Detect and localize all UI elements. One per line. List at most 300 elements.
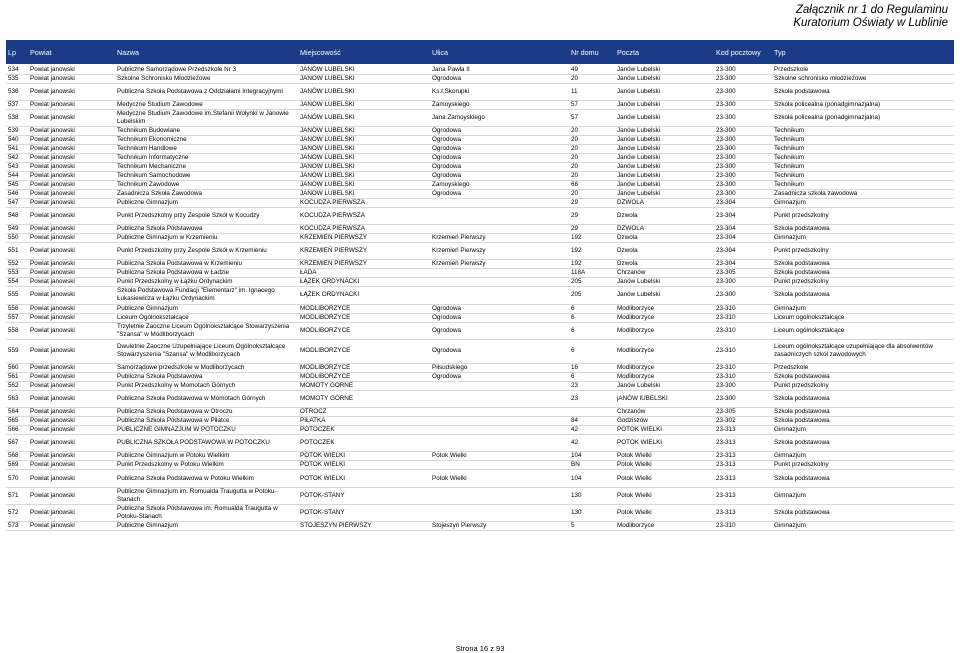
cell-powiat: Powiat janowski: [28, 101, 115, 110]
cell-miejscowosc: JANÓW LUBELSKI: [298, 136, 430, 145]
cell-lp: 550: [6, 234, 28, 243]
cell-poczta: DZWOLA: [615, 199, 714, 208]
cell-lp: 560: [6, 364, 28, 373]
cell-nazwa: Publiczne Gimnazjum: [115, 304, 298, 313]
table-row: [6, 269, 954, 278]
cell-typ: Szkoła policealna (ponadgimnazjalna): [772, 110, 954, 127]
cell-nr-domu: BN: [569, 461, 615, 470]
cell-typ: Gimnazjum: [772, 304, 954, 313]
cell-lp: 564: [6, 408, 28, 417]
table-row: [6, 190, 954, 199]
cell-typ: Szkolne schronisko młodzieżowe: [772, 75, 954, 84]
cell-powiat: Powiat janowski: [28, 127, 115, 136]
cell-miejscowosc: JANÓW LUBELSKI: [298, 190, 430, 199]
cell-lp: 539: [6, 127, 28, 136]
cell-poczta: Chrzanów: [615, 269, 714, 278]
cell-lp: 562: [6, 382, 28, 391]
cell-poczta: Potok Wielki: [615, 487, 714, 504]
cell-kod-pocztowy: 23-313: [714, 461, 772, 470]
cell-ulica: [430, 417, 569, 426]
cell-poczta: DZWOLA: [615, 225, 714, 234]
cell-typ: Zasadnicza szkoła zawodowa: [772, 190, 954, 199]
cell-lp: 566: [6, 426, 28, 435]
cell-miejscowosc: KRZEMIEŃ PIERWSZY: [298, 243, 430, 260]
cell-lp: 572: [6, 504, 28, 521]
cell-kod-pocztowy: 23-310: [714, 364, 772, 373]
cell-poczta: Janów Lubelski: [615, 287, 714, 304]
cell-ulica: [430, 225, 569, 234]
cell-ulica: Potok Wielki: [430, 470, 569, 487]
col-header-poczta: Poczta: [615, 40, 714, 64]
cell-ulica: [430, 461, 569, 470]
cell-ulica: Jana Zamoyskiego: [430, 110, 569, 127]
cell-lp: 551: [6, 243, 28, 260]
cell-ulica: [430, 435, 569, 452]
cell-nr-domu: 104: [569, 452, 615, 461]
cell-ulica: [430, 199, 569, 208]
cell-lp: 552: [6, 260, 28, 269]
cell-nazwa: Publiczna Szkoła Podstawowa w Piłatce: [115, 417, 298, 426]
cell-kod-pocztowy: 23-304: [714, 208, 772, 225]
header-institution: Kuratorium Oświaty w Lublinie: [793, 17, 948, 29]
cell-ulica: [430, 504, 569, 521]
table-row: [6, 461, 954, 470]
cell-powiat: Powiat janowski: [28, 452, 115, 461]
cell-nr-domu: 6: [569, 304, 615, 313]
cell-ulica: [430, 208, 569, 225]
cell-nazwa: Punkt Przedszkolny przy Zespole Szkół w Kocudzy: [115, 208, 298, 225]
cell-nazwa: Publiczna Szkoła Podstawowa: [115, 373, 298, 382]
cell-typ: Gimnazjum: [772, 426, 954, 435]
table-row: [6, 382, 954, 391]
cell-powiat: Powiat janowski: [28, 521, 115, 530]
table-row: [6, 391, 954, 408]
table-row: [6, 199, 954, 208]
cell-kod-pocztowy: 23-304: [714, 260, 772, 269]
cell-kod-pocztowy: 23-300: [714, 391, 772, 408]
cell-ulica: [430, 408, 569, 417]
cell-kod-pocztowy: 23-300: [714, 382, 772, 391]
cell-miejscowosc: JANÓW LUBELSKI: [298, 101, 430, 110]
cell-typ: Technikum: [772, 181, 954, 190]
cell-ulica: [430, 382, 569, 391]
table-row: [6, 234, 954, 243]
cell-lp: 554: [6, 278, 28, 287]
cell-poczta: Godziszów: [615, 417, 714, 426]
cell-kod-pocztowy: 23-313: [714, 487, 772, 504]
cell-poczta: Janów Lubelski: [615, 278, 714, 287]
table-row: [6, 163, 954, 172]
cell-miejscowosc: KOCUDZA PIERWSZA: [298, 208, 430, 225]
table-row: [6, 521, 954, 530]
cell-lp: 535: [6, 75, 28, 84]
cell-nazwa: Publiczna Szkoła Podstawowa z Oddziałami Integracyjnymi: [115, 84, 298, 101]
cell-nazwa: Zasadnicza Szkoła Zawodowa: [115, 190, 298, 199]
cell-powiat: Powiat janowski: [28, 260, 115, 269]
cell-poczta: Modliborzyce: [615, 304, 714, 313]
cell-powiat: Powiat janowski: [28, 145, 115, 154]
cell-lp: 545: [6, 181, 28, 190]
cell-ulica: Piłsudskiego: [430, 364, 569, 373]
table-row: [6, 435, 954, 452]
col-header-powiat: Powiat: [28, 40, 115, 64]
cell-kod-pocztowy: 23-310: [714, 304, 772, 313]
cell-nr-domu: 68: [569, 181, 615, 190]
cell-lp: 573: [6, 521, 28, 530]
cell-powiat: Powiat janowski: [28, 278, 115, 287]
cell-nr-domu: 192: [569, 234, 615, 243]
cell-typ: Gimnazjum: [772, 234, 954, 243]
cell-kod-pocztowy: 23-300: [714, 66, 772, 75]
cell-nr-domu: 192: [569, 243, 615, 260]
cell-nr-domu: 20: [569, 136, 615, 145]
cell-lp: 570: [6, 470, 28, 487]
cell-nazwa: Liceum Ogólnokształcące: [115, 313, 298, 322]
cell-typ: Szkoła podstawowa: [772, 391, 954, 408]
col-header-miejscowosc: Miejscowość: [298, 40, 430, 64]
cell-powiat: Powiat janowski: [28, 382, 115, 391]
table-row: [6, 278, 954, 287]
cell-lp: 568: [6, 452, 28, 461]
cell-nazwa: Technikum Zawodowe: [115, 181, 298, 190]
cell-miejscowosc: JANÓW LUBELSKI: [298, 75, 430, 84]
cell-nazwa: Publiczna Szkoła Podstawowa im. Romualda Traugutta w Potoku-Stanach: [115, 504, 298, 521]
cell-typ: Punkt przedszkolny: [772, 208, 954, 225]
cell-miejscowosc: OTROCZ: [298, 408, 430, 417]
table-row: [6, 154, 954, 163]
table-row: [6, 260, 954, 269]
cell-kod-pocztowy: 23-300: [714, 145, 772, 154]
cell-lp: 534: [6, 66, 28, 75]
cell-nazwa: Publiczne Gimnazjum: [115, 521, 298, 530]
cell-poczta: Modliborzyce: [615, 339, 714, 364]
cell-miejscowosc: KRZEMIEŃ PIERWSZY: [298, 234, 430, 243]
cell-nazwa: PUBLICZNA SZKOŁA PODSTAWOWA W POTOCZKU: [115, 435, 298, 452]
cell-nr-domu: 42: [569, 426, 615, 435]
cell-ulica: Zamoyskiego: [430, 101, 569, 110]
cell-ulica: Ogrodowa: [430, 127, 569, 136]
cell-typ: Przedszkole: [772, 364, 954, 373]
cell-poczta: Modliborzyce: [615, 364, 714, 373]
cell-ulica: Ogrodowa: [430, 313, 569, 322]
cell-nr-domu: 6: [569, 373, 615, 382]
cell-nr-domu: 23: [569, 391, 615, 408]
cell-nazwa: Publiczna Szkoła Podstawowa w Potoku Wielkim: [115, 470, 298, 487]
cell-ulica: [430, 287, 569, 304]
cell-poczta: Modliborzyce: [615, 521, 714, 530]
table-row: [6, 127, 954, 136]
table-row: [6, 426, 954, 435]
cell-powiat: Powiat janowski: [28, 234, 115, 243]
cell-typ: Szkoła podstawowa: [772, 435, 954, 452]
cell-lp: 542: [6, 154, 28, 163]
cell-nazwa: Technikum Budowlane: [115, 127, 298, 136]
table-row: [6, 110, 954, 127]
cell-lp: 548: [6, 208, 28, 225]
cell-nazwa: Publiczne Gimnazjum: [115, 199, 298, 208]
cell-lp: 571: [6, 487, 28, 504]
cell-poczta: Dzwola: [615, 234, 714, 243]
cell-nr-domu: 20: [569, 163, 615, 172]
cell-typ: Szkoła podstawowa: [772, 225, 954, 234]
cell-powiat: Powiat janowski: [28, 181, 115, 190]
cell-lp: 558: [6, 322, 28, 339]
cell-powiat: Powiat janowski: [28, 470, 115, 487]
cell-nr-domu: 20: [569, 190, 615, 199]
cell-miejscowosc: MODLIBORZYCE: [298, 322, 430, 339]
cell-typ: Technikum: [772, 145, 954, 154]
cell-nr-domu: 57: [569, 101, 615, 110]
cell-poczta: Janów Lubelski: [615, 181, 714, 190]
cell-poczta: jANÓW lUBELSKI: [615, 391, 714, 408]
cell-typ: Liceum ogólnokształcące uzupełniające dla absolwentów zasadniczych szkół zawodowych: [772, 339, 954, 364]
cell-nr-domu: 29: [569, 199, 615, 208]
cell-miejscowosc: JANÓW LUBELSKI: [298, 145, 430, 154]
cell-poczta: Janów Lubelski: [615, 101, 714, 110]
cell-nazwa: Medyczne Studium Zawodowe: [115, 101, 298, 110]
table-row: [6, 145, 954, 154]
cell-kod-pocztowy: 23-300: [714, 127, 772, 136]
cell-powiat: Powiat janowski: [28, 504, 115, 521]
cell-powiat: Powiat janowski: [28, 417, 115, 426]
cell-kod-pocztowy: 23-313: [714, 426, 772, 435]
cell-kod-pocztowy: 23-300: [714, 190, 772, 199]
cell-typ: Szkoła policealna (ponadgimnazjalna): [772, 101, 954, 110]
cell-lp: 547: [6, 199, 28, 208]
cell-nr-domu: 20: [569, 154, 615, 163]
cell-miejscowosc: POTOK WIELKI: [298, 470, 430, 487]
cell-nr-domu: 5: [569, 521, 615, 530]
cell-typ: Punkt przedszkolny: [772, 243, 954, 260]
cell-ulica: Ogrodowa: [430, 163, 569, 172]
cell-powiat: Powiat janowski: [28, 208, 115, 225]
cell-lp: 563: [6, 391, 28, 408]
cell-typ: Szkoła podstawowa: [772, 373, 954, 382]
cell-nazwa: Technikum Ekonomiczne: [115, 136, 298, 145]
cell-ulica: [430, 278, 569, 287]
cell-nazwa: Publiczna Szkoła Podstawowa: [115, 225, 298, 234]
cell-nazwa: Punkt Przedszkolny przy Zespole Szkół w Krzemieniu: [115, 243, 298, 260]
cell-miejscowosc: JANÓW LUBELSKI: [298, 163, 430, 172]
cell-ulica: Ogrodowa: [430, 154, 569, 163]
cell-nr-domu: 23: [569, 382, 615, 391]
cell-kod-pocztowy: 23-310: [714, 313, 772, 322]
cell-ulica: [430, 269, 569, 278]
cell-kod-pocztowy: 23-300: [714, 163, 772, 172]
cell-nazwa: Punkt Przedszkolny w Potoku Wielkim: [115, 461, 298, 470]
cell-kod-pocztowy: 23-305: [714, 269, 772, 278]
cell-ulica: Ogrodowa: [430, 190, 569, 199]
cell-miejscowosc: POTOK WIELKI: [298, 452, 430, 461]
cell-typ: Szkoła podstawowa: [772, 287, 954, 304]
cell-kod-pocztowy: 23-305: [714, 408, 772, 417]
cell-typ: Szkoła podstawowa: [772, 504, 954, 521]
cell-typ: Szkoła podstawowa: [772, 470, 954, 487]
cell-miejscowosc: KRZEMIEŃ PIERWSZY: [298, 260, 430, 269]
cell-typ: Technikum: [772, 172, 954, 181]
cell-nr-domu: 192: [569, 260, 615, 269]
cell-nr-domu: 6: [569, 313, 615, 322]
cell-ulica: Ogrodowa: [430, 339, 569, 364]
table-row: [6, 66, 954, 75]
cell-nazwa: Szkolne Schronisko Młodzieżowe: [115, 75, 298, 84]
cell-lp: 569: [6, 461, 28, 470]
cell-poczta: Dzwola: [615, 208, 714, 225]
cell-poczta: Chrzanów: [615, 408, 714, 417]
table-row: [6, 181, 954, 190]
cell-typ: Gimnazjum: [772, 487, 954, 504]
cell-typ: Liceum ogólnokształcące: [772, 313, 954, 322]
col-header-nazwa: Nazwa: [115, 40, 298, 64]
cell-poczta: Potok Wielki: [615, 461, 714, 470]
cell-miejscowosc: MODLIBORZYCE: [298, 373, 430, 382]
cell-lp: 549: [6, 225, 28, 234]
cell-ulica: Ogrodowa: [430, 322, 569, 339]
cell-powiat: Powiat janowski: [28, 461, 115, 470]
cell-powiat: Powiat janowski: [28, 373, 115, 382]
cell-nazwa: Technikum Informatyczne: [115, 154, 298, 163]
cell-poczta: Janów Lubelski: [615, 127, 714, 136]
table-row: [6, 339, 954, 364]
table-row: [6, 408, 954, 417]
cell-typ: Szkoła podstawowa: [772, 417, 954, 426]
cell-nazwa: Publiczna Szkoła Podstawowa w Otroczu: [115, 408, 298, 417]
cell-powiat: Powiat janowski: [28, 391, 115, 408]
cell-powiat: Powiat janowski: [28, 110, 115, 127]
cell-nazwa: Publiczna Szkoła Podstawowa w Krzemieniu: [115, 260, 298, 269]
table-header-row: [6, 40, 954, 64]
cell-miejscowosc: MODLIBORZYCE: [298, 313, 430, 322]
cell-miejscowosc: JANÓW LUBELSKI: [298, 172, 430, 181]
cell-lp: 536: [6, 84, 28, 101]
cell-nazwa: Samorządowe przedszkole w Modliborzycach: [115, 364, 298, 373]
cell-nr-domu: 205: [569, 287, 615, 304]
cell-ulica: [430, 391, 569, 408]
cell-kod-pocztowy: 23-313: [714, 470, 772, 487]
cell-nr-domu: 118A: [569, 269, 615, 278]
cell-miejscowosc: JANÓW LUBELSKI: [298, 84, 430, 101]
cell-nr-domu: [569, 408, 615, 417]
cell-powiat: Powiat janowski: [28, 435, 115, 452]
col-header-ulica: Ulica: [430, 40, 569, 64]
cell-kod-pocztowy: 23-304: [714, 225, 772, 234]
cell-kod-pocztowy: 23-300: [714, 172, 772, 181]
cell-powiat: Powiat janowski: [28, 84, 115, 101]
cell-nr-domu: 20: [569, 127, 615, 136]
cell-nazwa: Publiczna Szkoła Podstawowa w Momotach Górnych: [115, 391, 298, 408]
col-header-nr-domu: Nr domu: [569, 40, 615, 64]
table-row: [6, 287, 954, 304]
cell-nr-domu: 42: [569, 435, 615, 452]
cell-miejscowosc: KOCUDZA PIERWSZA: [298, 199, 430, 208]
cell-nr-domu: 11: [569, 84, 615, 101]
page-header: [793, 4, 948, 30]
cell-lp: 546: [6, 190, 28, 199]
cell-nazwa: Trzyletnie Zaoczne Liceum Ogólnokształcące Stowarzyszenia "Szansa" w Modliborzycach: [115, 322, 298, 339]
cell-lp: 553: [6, 269, 28, 278]
cell-typ: Punkt przedszkolny: [772, 278, 954, 287]
cell-ulica: Ogrodowa: [430, 75, 569, 84]
cell-nr-domu: 29: [569, 208, 615, 225]
table-row: [6, 364, 954, 373]
cell-nr-domu: 130: [569, 487, 615, 504]
cell-poczta: Potok Wielki: [615, 504, 714, 521]
cell-kod-pocztowy: 23-300: [714, 75, 772, 84]
cell-miejscowosc: MODLIBORZYCE: [298, 364, 430, 373]
cell-poczta: Janów Lubelski: [615, 66, 714, 75]
table-row: [6, 101, 954, 110]
table-row: [6, 172, 954, 181]
cell-powiat: Powiat janowski: [28, 136, 115, 145]
cell-typ: Liceum ogólnokształcące: [772, 322, 954, 339]
cell-poczta: POTOK WIELKI: [615, 426, 714, 435]
cell-miejscowosc: JANÓW LUBELSKI: [298, 127, 430, 136]
cell-kod-pocztowy: 23-313: [714, 452, 772, 461]
cell-nazwa: Publiczne Gimnazjum im. Romualda Traugutta w Potoku-Stanach: [115, 487, 298, 504]
cell-miejscowosc: ŁĄŻEK ORDYNACKI: [298, 287, 430, 304]
cell-nr-domu: 49: [569, 66, 615, 75]
cell-lp: 555: [6, 287, 28, 304]
table-row: [6, 136, 954, 145]
cell-nazwa: Punkt Przedszkolny w Łążku Ordynackim: [115, 278, 298, 287]
cell-kod-pocztowy: 23-310: [714, 521, 772, 530]
table-row: [6, 504, 954, 521]
cell-kod-pocztowy: 23-300: [714, 181, 772, 190]
cell-kod-pocztowy: 23-300: [714, 110, 772, 127]
table-row: [6, 243, 954, 260]
cell-kod-pocztowy: 23-300: [714, 287, 772, 304]
cell-kod-pocztowy: 23-310: [714, 322, 772, 339]
cell-powiat: Powiat janowski: [28, 66, 115, 75]
cell-ulica: Ogrodowa: [430, 172, 569, 181]
cell-poczta: Janów Lubelski: [615, 110, 714, 127]
cell-typ: Technikum: [772, 136, 954, 145]
cell-nr-domu: 6: [569, 322, 615, 339]
schools-table: [6, 40, 954, 531]
cell-lp: 565: [6, 417, 28, 426]
cell-lp: 541: [6, 145, 28, 154]
cell-poczta: Dzwola: [615, 260, 714, 269]
cell-miejscowosc: POTOK WIELKI: [298, 461, 430, 470]
cell-powiat: Powiat janowski: [28, 426, 115, 435]
cell-nazwa: Medyczne Studium Zawodowe im.Stefanii Wołynki w Janowie Lubelskim: [115, 110, 298, 127]
cell-kod-pocztowy: 23-304: [714, 199, 772, 208]
cell-miejscowosc: JANÓW LUBELSKI: [298, 154, 430, 163]
cell-powiat: Powiat janowski: [28, 243, 115, 260]
cell-lp: 544: [6, 172, 28, 181]
cell-poczta: Potok Wielki: [615, 452, 714, 461]
cell-miejscowosc: POTOCZEK: [298, 426, 430, 435]
cell-miejscowosc: MODLIBORZYCE: [298, 339, 430, 364]
cell-powiat: Powiat janowski: [28, 339, 115, 364]
cell-poczta: Janów Lubelski: [615, 75, 714, 84]
cell-poczta: Dzwola: [615, 243, 714, 260]
cell-nazwa: Publiczne Samorządowe Przedszkole Nr 3: [115, 66, 298, 75]
cell-lp: 538: [6, 110, 28, 127]
cell-typ: Szkoła podstawowa: [772, 408, 954, 417]
cell-poczta: Janów Lubelski: [615, 84, 714, 101]
cell-powiat: Powiat janowski: [28, 154, 115, 163]
cell-lp: 567: [6, 435, 28, 452]
table-body: [6, 66, 954, 530]
cell-nazwa: Dwuletnie Zaoczne Uzupełniające Liceum Ogólnokształcące Stowarzyszenia "Szansa" w Modliborzycach: [115, 339, 298, 364]
cell-nazwa: Technikum Mechaniczne: [115, 163, 298, 172]
cell-powiat: Powiat janowski: [28, 225, 115, 234]
cell-typ: Gimnazjum: [772, 452, 954, 461]
cell-typ: Gimnazjum: [772, 521, 954, 530]
cell-nr-domu: 57: [569, 110, 615, 127]
cell-miejscowosc: KOCUDZA PIERWSZA: [298, 225, 430, 234]
